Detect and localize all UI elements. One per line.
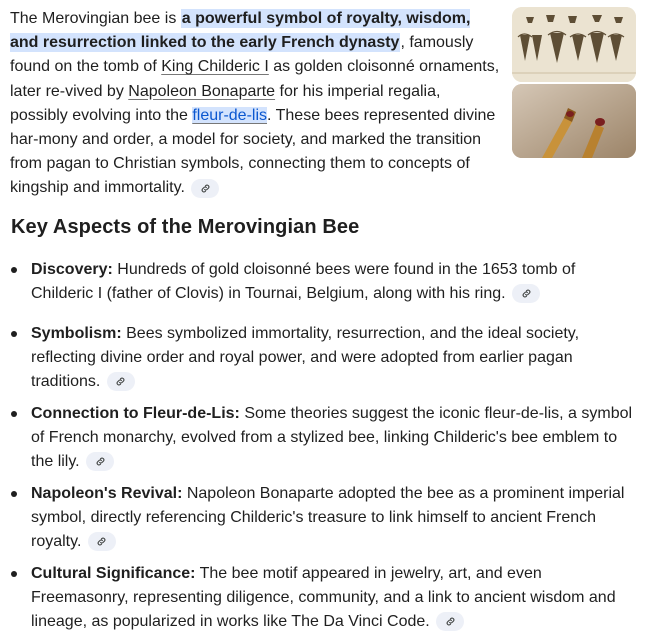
source-link-chip[interactable] (191, 179, 219, 198)
item-text: Some theories suggest the iconic fleur-de-lis, a symbol of French monarchy, evolved from a stylized bee, linking Childeric's bee emblem to the lily. (31, 404, 633, 470)
link-icon (95, 456, 106, 467)
key-aspects-list (0, 258, 640, 642)
list-item (0, 562, 640, 634)
section-heading: Key Aspects of the Merovingian Bee (11, 216, 360, 238)
item-term: Napoleon's Revival: (31, 484, 183, 502)
gold-ornament-icon (512, 84, 636, 158)
link-icon (96, 536, 107, 547)
list-item (0, 258, 640, 306)
intro-text: for his imperial regalia, possibly evolving into the (10, 82, 441, 124)
source-link-chip[interactable] (88, 532, 116, 551)
item-term: Cultural Significance: (31, 564, 196, 582)
item-text: Bees symbolized immortality, resurrection, and the ideal society, reflecting divine order and royal power, and were adopted from earlier pagan traditions. (31, 324, 580, 390)
item-term: Symbolism: (31, 324, 122, 342)
list-item (0, 482, 640, 554)
item-term: Connection to Fleur-de-Lis: (31, 404, 240, 422)
source-link-chip[interactable] (436, 612, 464, 631)
item-text: Napoleon Bonaparte adopted the bee as a prominent imperial symbol, directly referencing Childeric's treasure to link himself to ancient French royalty. (31, 484, 625, 550)
intro-text: . These bees represented divine har-mony and order, a model for society, and marked the transition from pagan to Christian symbols, connecting them to concepts of kingship and immortality. (10, 106, 496, 197)
gold-bee-ornament-photo[interactable] (512, 84, 636, 158)
overview-paragraph (10, 7, 636, 201)
list-item (0, 322, 640, 394)
item-text: Hundreds of gold cloisonné bees were found in the 1653 tomb of Childeric I (father of Clovis) in Tournai, Belgium, along with his ring. (31, 261, 576, 302)
item-text: The bee motif appeared in jewelry, art, and even Freemasonry, representing diligence, community, and a link to ancient wisdom and lineage, as popularized in works like The Da Vinci Code. (31, 564, 616, 630)
link-icon (521, 288, 532, 299)
intro-text: as golden cloisonné ornaments, later re-vived by (10, 58, 500, 100)
source-link-chip[interactable] (107, 372, 135, 391)
napoleon-link[interactable]: Napoleon Bonaparte (128, 82, 276, 100)
bee-illustration-icon (512, 7, 636, 82)
intro-text: The Merovingian bee is (10, 10, 181, 27)
highlighted-summary[interactable]: a powerful symbol of royalty, wisdom, and resurrection linked to the early French dynasty (10, 10, 471, 52)
fleur-de-lis-link[interactable]: fleur-de-lis (192, 106, 268, 124)
image-thumbnails (512, 7, 636, 158)
list-item (0, 402, 640, 474)
intro-text: , famously found on the tomb of (10, 34, 474, 76)
merovingian-bee-illustration[interactable] (512, 7, 636, 82)
link-icon (200, 183, 211, 194)
item-term: Discovery: (31, 261, 113, 278)
source-link-chip[interactable] (86, 452, 114, 471)
source-link-chip[interactable] (512, 284, 540, 303)
link-icon (445, 616, 456, 627)
childeric-link[interactable]: King Childeric I (161, 58, 269, 76)
link-icon (115, 376, 126, 387)
